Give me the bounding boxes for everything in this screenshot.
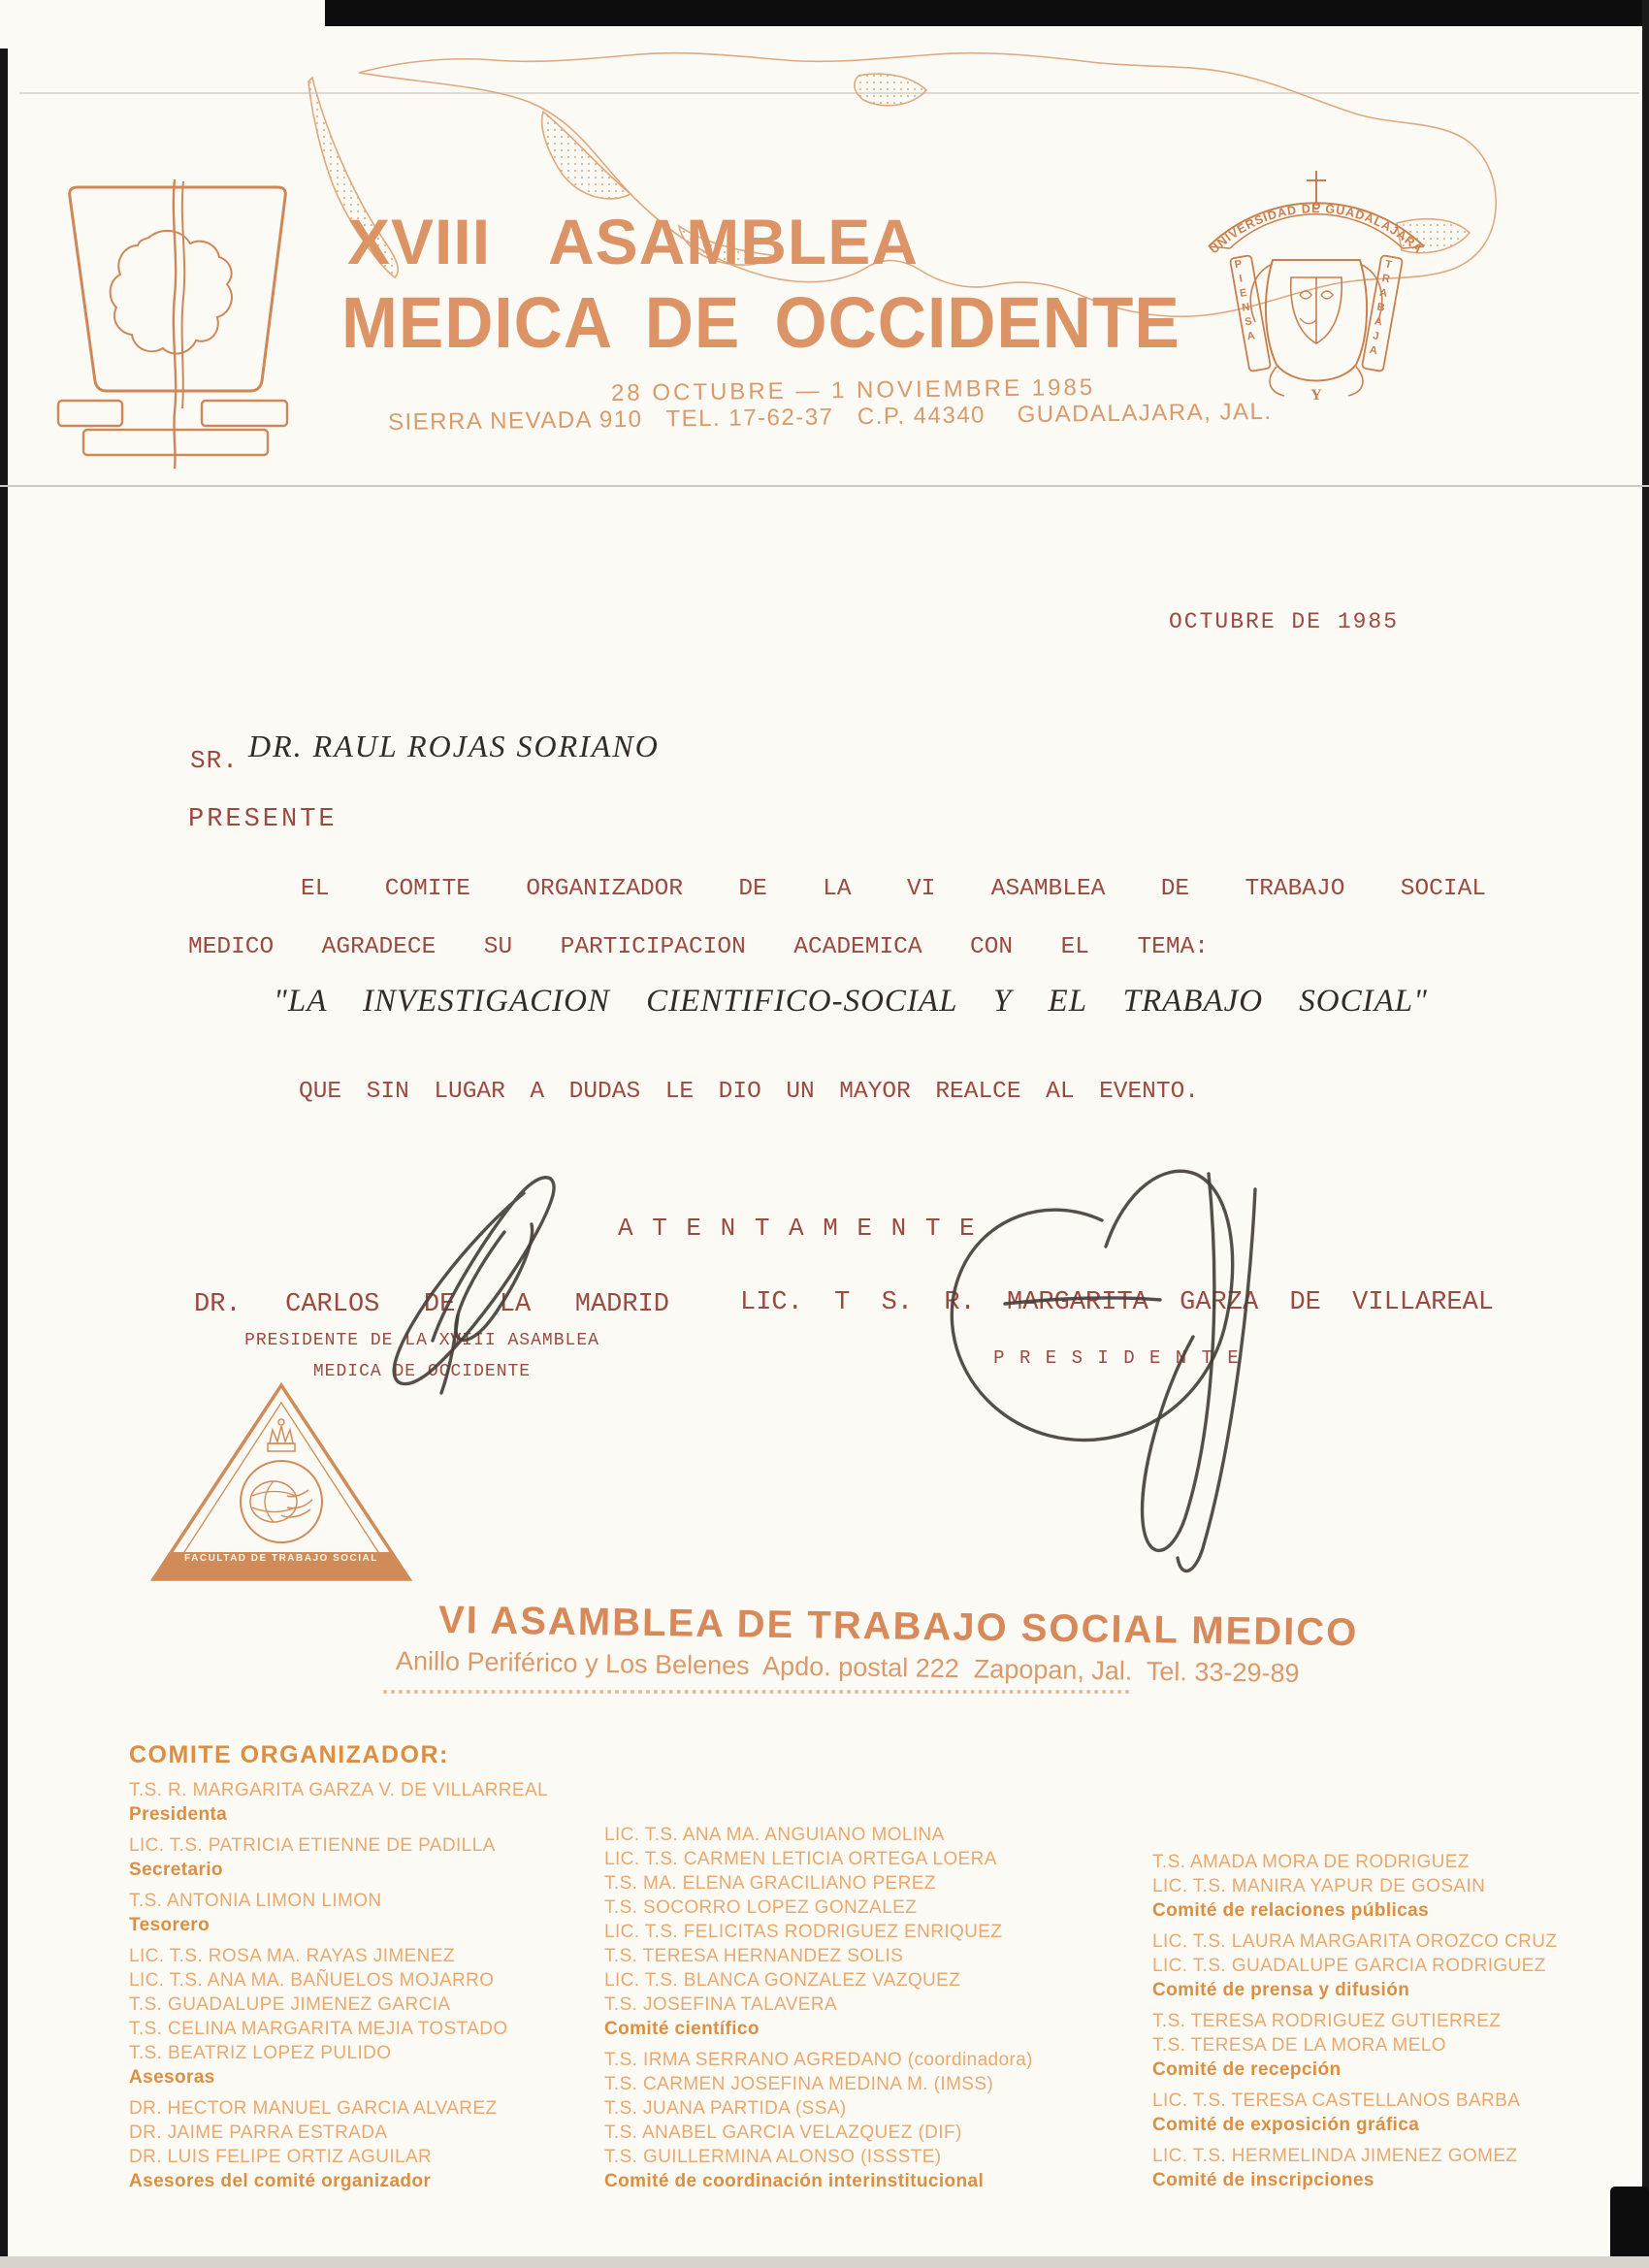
committee-member-name: T.S. CELINA MARGARITA MEJIA TOSTADO bbox=[129, 2019, 508, 2039]
salute-atentamente: A T E N T A M E N T E bbox=[618, 1214, 977, 1243]
committee-member-name: T.S. ANTONIA LIMON LIMON bbox=[129, 1891, 382, 1911]
committee-member-name: LIC. T.S. FELICITAS RODRIGUEZ ENRIQUEZ bbox=[604, 1922, 1003, 1942]
letterhead-event-dates: 28 OCTUBRE — 1 NOVIEMBRE 1985 bbox=[610, 373, 1096, 406]
committee-member-name: LIC. T.S. ANA MA. ANGUIANO MOLINA bbox=[604, 1825, 945, 1845]
committee-role-label: Asesoras bbox=[129, 2067, 215, 2088]
crest-trabaja-banner: TRABAJA bbox=[1366, 257, 1396, 361]
crest-y-text: Y bbox=[1310, 387, 1322, 404]
committee-member-name: T.S. R. MARGARITA GARZA V. DE VILLARREAL bbox=[129, 1780, 549, 1800]
committee-role-label: Comité de coordinación interinstitucional bbox=[604, 2171, 985, 2191]
committee-member-name: T.S. ANABEL GARCIA VELAZQUEZ (DIF) bbox=[604, 2122, 962, 2143]
committee-member-name: T.S. GUILLERMINA ALONSO (ISSSTE) bbox=[604, 2147, 942, 2167]
committee-member-name: T.S. MA. ELENA GRACILIANO PEREZ bbox=[604, 1873, 936, 1894]
committee-role-label: Secretario bbox=[129, 1860, 223, 1880]
committee-column-2 bbox=[604, 1823, 1128, 2200]
committee-member-name: DR. HECTOR MANUEL GARCIA ALVAREZ bbox=[129, 2098, 498, 2119]
social-work-faculty-triangle-logo bbox=[147, 1381, 415, 1597]
committee-member-name: DR. LUIS FELIPE ORTIZ AGUILAR bbox=[129, 2147, 433, 2167]
lecture-title-quote: "LA INVESTIGACION CIENTIFICO-SOCIAL Y EL TRABAJO SOCIAL" bbox=[274, 984, 1428, 1019]
committee-role-label: Comité de recepción bbox=[1152, 2059, 1342, 2080]
committee-role-label: Tesorero bbox=[129, 1915, 210, 1935]
footer-org-address: Anillo Periférico y Los Belenes Apdo. postal 222 Zapopan, Jal. Tel. 33-29-89 bbox=[395, 1646, 1300, 1689]
committee-member-name: LIC. T.S. MANIRA YAPUR DE GOSAIN bbox=[1152, 1876, 1486, 1896]
letterhead-address: SIERRA NEVADA 910 TEL. 17-62-37 C.P. 44340 GUADALAJARA, JAL. bbox=[387, 398, 1273, 436]
committee-role-label: Comité de relaciones públicas bbox=[1152, 1900, 1430, 1921]
crest-piensa-banner: PIENSA bbox=[1231, 257, 1259, 346]
committee-member-name: T.S. CARMEN JOSEFINA MEDINA M. (IMSS) bbox=[604, 2074, 994, 2094]
left-signer-name: DR. CARLOS DE LA MADRID bbox=[194, 1290, 669, 1319]
committee-member-name: LIC. T.S. BLANCA GONZALEZ VAZQUEZ bbox=[604, 1970, 961, 1991]
committee-member-name: T.S. TERESA RODRIGUEZ GUTIERREZ bbox=[1152, 2011, 1502, 2031]
committee-member-name: LIC. T.S. TERESA CASTELLANOS BARBA bbox=[1152, 2090, 1521, 2111]
right-signer-name: LIC. T S. R. MARGARITA GARZA DE VILLAREAL bbox=[740, 1288, 1494, 1317]
closing-line: QUE SIN LUGAR A DUDAS LE DIO UN MAYOR REALCE AL EVENTO. bbox=[299, 1079, 1199, 1105]
letter-date: OCTUBRE DE 1985 bbox=[1169, 609, 1400, 634]
committee-member-name: T.S. TERESA DE LA MORA MELO bbox=[1152, 2035, 1446, 2056]
committee-member-name: LIC. T.S. GUADALUPE GARCIA RODRIGUEZ bbox=[1152, 1956, 1546, 1976]
committee-member-name: LIC. T.S. ANA MA. BAÑUELOS MOJARRO bbox=[129, 1970, 495, 1991]
right-signer-title: P R E S I D E N T E bbox=[993, 1347, 1241, 1369]
committee-column-3 bbox=[1152, 1850, 1628, 2199]
recipient-status: PRESENTE bbox=[188, 805, 338, 834]
committee-column-1 bbox=[129, 1778, 614, 2200]
letterhead-title-line1: XVIII ASAMBLEA bbox=[347, 206, 919, 277]
committee-role-label: Comité de exposición gráfica bbox=[1152, 2115, 1420, 2135]
left-signer-title-line1: PRESIDENTE DE LA XVIII ASAMBLEA bbox=[244, 1331, 599, 1350]
committee-member-name: DR. JAIME PARRA ESTRADA bbox=[129, 2122, 388, 2143]
committee-member-name: T.S. SOCORRO LOPEZ GONZALEZ bbox=[604, 1897, 918, 1918]
committee-member-name: T.S. JUANA PARTIDA (SSA) bbox=[604, 2098, 847, 2119]
salutation-prefix: SR. bbox=[190, 746, 239, 775]
perforation-dotted-line bbox=[383, 1690, 1130, 1694]
left-signer-title-line2: MEDICA DE OCCIDENTE bbox=[312, 1362, 532, 1381]
committee-heading: COMITE ORGANIZADOR: bbox=[129, 1741, 449, 1768]
crest-arc-text: UNIVERSIDAD DE GUADALAJARA bbox=[1207, 202, 1426, 257]
committee-member-name: LIC. T.S. CARMEN LETICIA ORTEGA LOERA bbox=[604, 1849, 997, 1869]
committee-role-label: Asesores del comité organizador bbox=[129, 2171, 432, 2191]
committee-member-name: T.S. IRMA SERRANO AGREDANO (coordinadora) bbox=[604, 2050, 1033, 2070]
committee-role-label: Presidenta bbox=[129, 1804, 228, 1825]
committee-role-label: Comité de prensa y difusión bbox=[1152, 1980, 1410, 2000]
recipient-name: DR. RAUL ROJAS SORIANO bbox=[248, 729, 660, 763]
committee-member-name: T.S. GUADALUPE JIMENEZ GARCIA bbox=[129, 1994, 451, 2015]
committee-member-name: T.S. BEATRIZ LOPEZ PULIDO bbox=[129, 2043, 392, 2063]
body-line-1: EL COMITE ORGANIZADOR DE LA VI ASAMBLEA DE TRABAJO SOCIAL bbox=[301, 876, 1486, 902]
committee-member-name: LIC. T.S. ROSA MA. RAYAS JIMENEZ bbox=[129, 1946, 455, 1966]
committee-member-name: LIC. T.S. HERMELINDA JIMENEZ GOMEZ bbox=[1152, 2146, 1518, 2166]
body-line-2: MEDICO AGRADECE SU PARTICIPACION ACADEMICA CON EL TEMA: bbox=[188, 934, 1209, 960]
triangle-base-label: FACULTAD DE TRABAJO SOCIAL bbox=[184, 1553, 378, 1564]
letterhead-title-line2: MEDICA DE OCCIDENTE bbox=[341, 282, 1180, 363]
committee-role-label: Comité científico bbox=[604, 2019, 760, 2039]
committee-member-name: T.S. TERESA HERNANDEZ SOLIS bbox=[604, 1946, 904, 1966]
committee-member-name: LIC. T.S. PATRICIA ETIENNE DE PADILLA bbox=[129, 1835, 496, 1856]
committee-member-name: T.S. AMADA MORA DE RODRIGUEZ bbox=[1152, 1852, 1470, 1872]
committee-role-label: Comité de inscripciones bbox=[1152, 2170, 1374, 2190]
footer-org-name: VI ASAMBLEA DE TRABAJO SOCIAL MEDICO bbox=[437, 1599, 1359, 1655]
committee-member-name: LIC. T.S. LAURA MARGARITA OROZCO CRUZ bbox=[1152, 1931, 1558, 1952]
committee-member-name: T.S. JOSEFINA TALAVERA bbox=[604, 1994, 838, 2015]
